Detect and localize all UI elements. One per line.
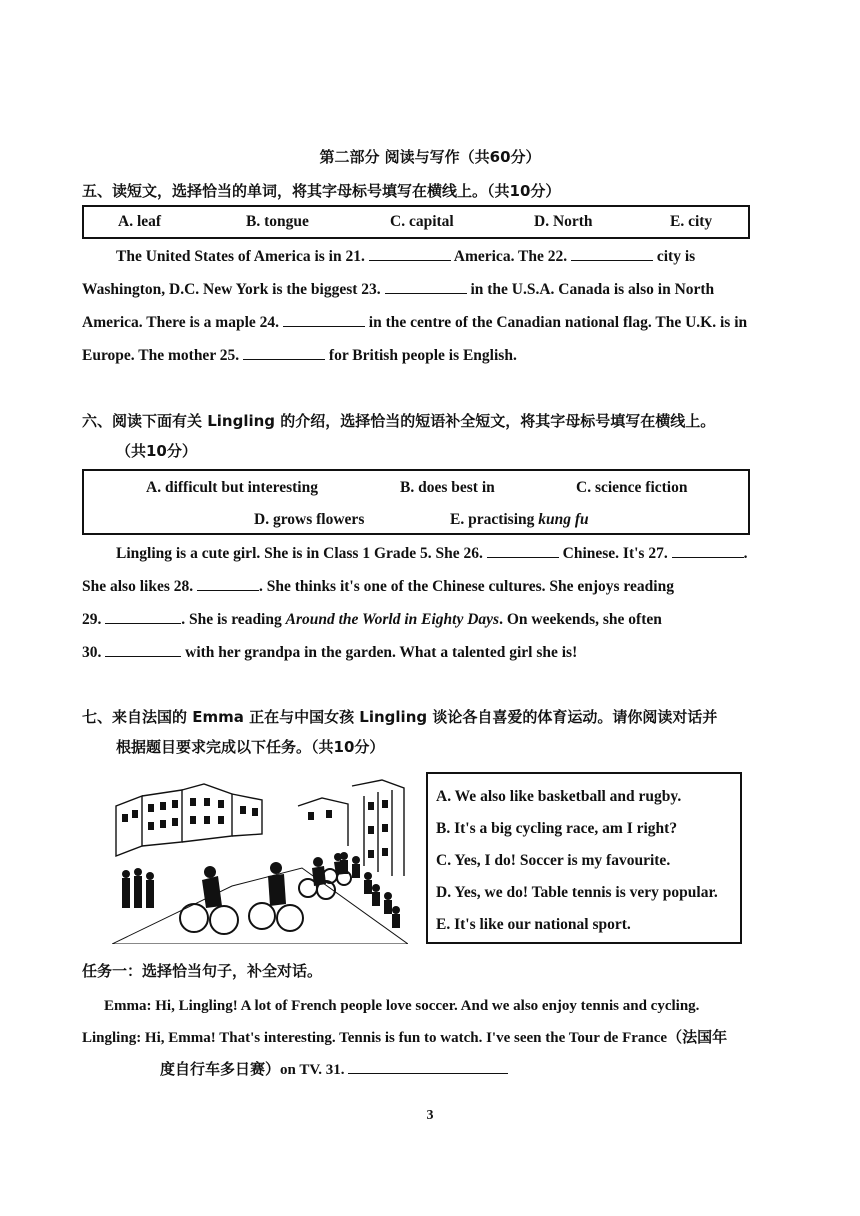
cycling-race-illustration bbox=[112, 776, 408, 944]
section7-heading-line2: 根据题目要求完成以下任务。（共10分） bbox=[116, 738, 385, 756]
dialogue-emma: Emma: Hi, Lingling! A lot of French people love soccer. And we also enjoy tennis and cycling. bbox=[104, 998, 700, 1014]
sentence-option-b: B. It's a big cycling race, am I right? bbox=[436, 820, 678, 837]
blank-30[interactable] bbox=[105, 641, 181, 657]
section6-heading bbox=[82, 406, 762, 466]
phrase-option-c: C. science fiction bbox=[576, 479, 688, 496]
sentence-option-d: D. Yes, we do! Table tennis is very popular. bbox=[436, 884, 718, 901]
blank-28[interactable] bbox=[197, 575, 259, 591]
dialogue-lingling-line2: 度自行车多日赛）on TV. 31. bbox=[160, 1062, 345, 1078]
sentence-option-e: E. It's like our national sport. bbox=[436, 916, 631, 933]
passage-text: with her grandpa in the garden. What a talented girl she is! bbox=[185, 644, 578, 661]
passage-text: in the centre of the Canadian national flag. The U.K. is in bbox=[368, 314, 748, 331]
word-option-c: C. capital bbox=[390, 213, 454, 230]
section6-heading-line2: （共10分） bbox=[116, 442, 197, 460]
dialogue bbox=[82, 990, 762, 1086]
passage-text: The United States of America is in 21. bbox=[116, 248, 365, 265]
passage-text: Chinese. It's 27. bbox=[562, 545, 668, 562]
blank-31[interactable] bbox=[348, 1058, 508, 1074]
passage-text: . On weekends, she often bbox=[499, 611, 662, 628]
book-title: Around the World in Eighty Days bbox=[285, 611, 500, 628]
passage-text: in the U.S.A. Canada is also in North bbox=[470, 281, 715, 298]
word-option-e: E. city bbox=[670, 213, 713, 230]
sentence-option-a: A. We also like basketball and rugby. bbox=[436, 788, 682, 805]
blank-22[interactable] bbox=[571, 245, 653, 261]
blank-24[interactable] bbox=[283, 311, 365, 327]
section6-phrase-box bbox=[82, 469, 750, 535]
blank-29[interactable] bbox=[105, 608, 181, 624]
passage-text: . She is reading bbox=[181, 611, 286, 628]
blank-27[interactable] bbox=[672, 542, 744, 558]
passage-text: . She thinks it's one of the Chinese cultures. She enjoys reading bbox=[258, 578, 674, 595]
task1-heading: 任务一：选择恰当句子，补全对话。 bbox=[82, 962, 323, 980]
passage-text: city is bbox=[656, 248, 696, 265]
section6-heading-line1: 六、阅读下面有关 Lingling 的介绍，选择恰当的短语补全短文，将其字母标号填写在横线上。 bbox=[82, 412, 716, 430]
passage-text: She also likes 28. bbox=[82, 578, 194, 595]
section5-heading: 五、读短文，选择恰当的单词，将其字母标号填写在横线上。（共10分） bbox=[82, 182, 561, 200]
blank-21[interactable] bbox=[369, 245, 451, 261]
section7-heading-line1: 七、来自法国的 Emma 正在与中国女孩 Lingling 谈论各自喜爱的体育运动。请你阅读对话并 bbox=[82, 708, 718, 726]
blank-23[interactable] bbox=[385, 278, 467, 294]
blank-26[interactable] bbox=[487, 542, 559, 558]
passage-text: Washington, D.C. New York is the biggest 23. bbox=[82, 281, 381, 298]
passage-text: Europe. The mother 25. bbox=[82, 347, 240, 364]
word-option-d: D. North bbox=[534, 213, 593, 230]
sentence-option-c: C. Yes, I do! Soccer is my favourite. bbox=[436, 852, 671, 869]
passage-text: America. There is a maple 24. bbox=[82, 314, 280, 331]
passage-text: 29. bbox=[82, 611, 102, 628]
phrase-option-d: D. grows flowers bbox=[254, 511, 365, 528]
passage-text: for British people is English. bbox=[328, 347, 517, 364]
section7-heading bbox=[82, 702, 762, 762]
passage-text: America. The 22. bbox=[453, 248, 568, 265]
phrase-option-e: E. practising kung fu bbox=[450, 511, 589, 528]
passage-text: 30. bbox=[82, 644, 102, 661]
section7-sentence-box bbox=[426, 772, 742, 944]
part-title: 第二部分 阅读与写作（共60分） bbox=[319, 148, 541, 166]
word-option-a: A. leaf bbox=[118, 213, 162, 230]
section5-passage bbox=[82, 240, 750, 372]
phrase-option-a: A. difficult but interesting bbox=[146, 479, 318, 496]
section5-word-box bbox=[82, 205, 750, 239]
phrase-option-b: B. does best in bbox=[400, 479, 495, 496]
blank-25[interactable] bbox=[243, 344, 325, 360]
page-number: 3 bbox=[426, 1108, 434, 1123]
passage-text: Lingling is a cute girl. She is in Class 1 Grade 5. She 26. bbox=[116, 545, 483, 562]
word-option-b: B. tongue bbox=[246, 213, 309, 230]
section6-passage: Lingling is a cute girl. She is in Class 1 Grade 5. She 26. Chinese. It's 27. . She also likes 28. . She thinks it's one of the Chinese cultures. She enjoys reading 29. . She is reading Around the World in Eighty Days. On weekends, she often 30. with her grandpa in the garden. What a talented girl she is! bbox=[82, 537, 750, 669]
dialogue-lingling-line1: Lingling: Hi, Emma! That's interesting. Tennis is fun to watch. I've seen the Tour de France（法国年 bbox=[82, 1030, 728, 1046]
